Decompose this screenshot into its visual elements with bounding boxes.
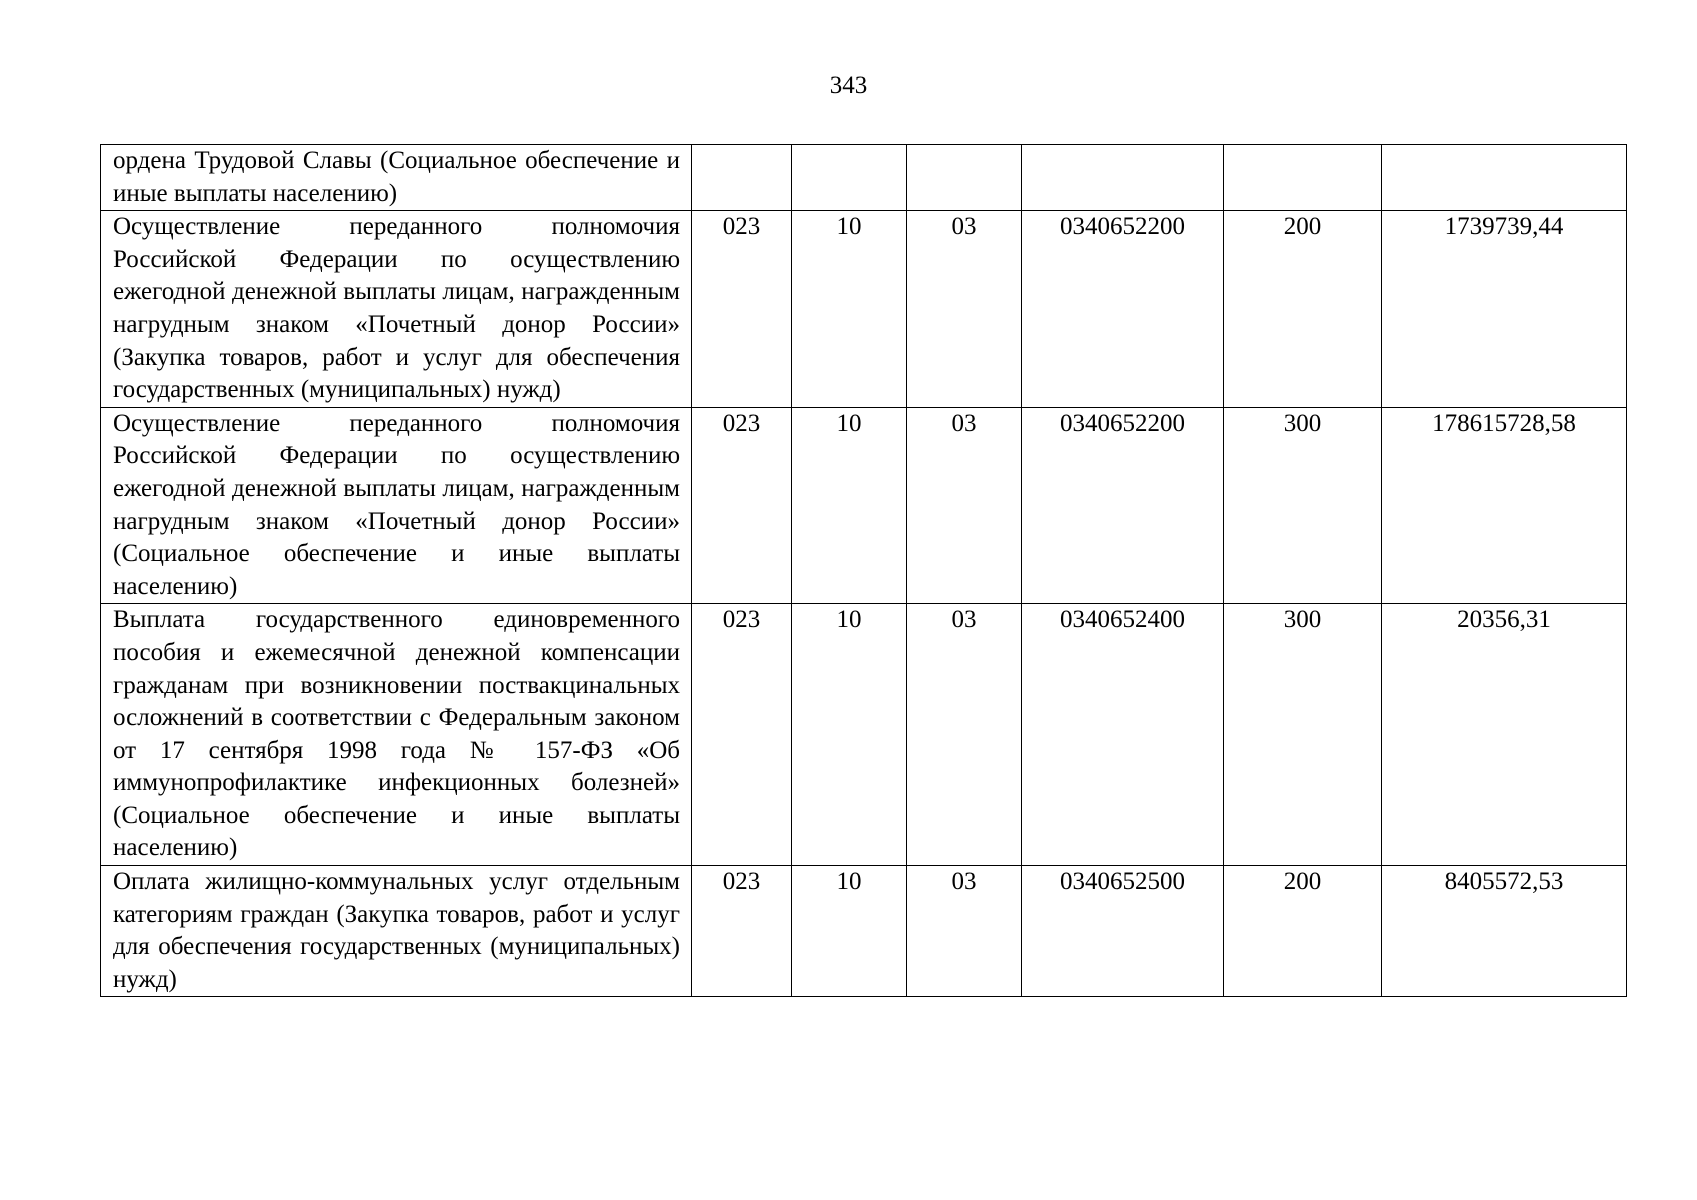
row-description: Оплата жилищно-коммунальных услуг отдельным категориям граждан (Закупка товаров, работ и услуг для обеспечения государственных (муниципальных) нужд) [101, 866, 692, 997]
section-code-cell: 10 [792, 604, 907, 866]
subsection-code-cell [907, 145, 1022, 211]
table-row [101, 407, 1627, 604]
row-description: Осуществление переданного полномочия Российской Федерации по осуществлению ежегодной денежной выплаты лицам, награжденным нагрудным знаком «Почетный донор России» (Социальное обеспечение и иные выплаты населению) [101, 407, 692, 604]
subsection-code-cell: 03 [907, 211, 1022, 408]
ministry-code-cell: 023 [692, 866, 792, 997]
amount-cell: 1739739,44 [1382, 211, 1627, 408]
section-code-cell [792, 145, 907, 211]
row-description: Выплата государственного единовременного пособия и ежемесячной денежной компенсации гражданам при возникновении поствакцинальных осложнений в соответствии с Федеральным законом от 17 сентября 1998 года № 157-ФЗ «Об иммунопрофилактике инфекционных болезней» (Социальное обеспечение и иные выплаты населению) [101, 604, 692, 866]
subsection-code-cell: 03 [907, 407, 1022, 604]
ministry-code-cell: 023 [692, 407, 792, 604]
expense-type-cell [1224, 145, 1382, 211]
target-article-cell: 0340652400 [1022, 604, 1224, 866]
amount-cell: 178615728,58 [1382, 407, 1627, 604]
target-article-cell: 0340652200 [1022, 211, 1224, 408]
target-article-cell [1022, 145, 1224, 211]
subsection-code-cell: 03 [907, 866, 1022, 997]
expense-type-cell: 200 [1224, 211, 1382, 408]
table-row [101, 211, 1627, 408]
table-row [101, 866, 1627, 997]
section-code-cell: 10 [792, 407, 907, 604]
ministry-code-cell [692, 145, 792, 211]
subsection-code-cell: 03 [907, 604, 1022, 866]
row-description: Осуществление переданного полномочия Российской Федерации по осуществлению ежегодной денежной выплаты лицам, награжденным нагрудным знаком «Почетный донор России» (Закупка товаров, работ и услуг для обеспечения государственных (муниципальных) нужд) [101, 211, 692, 408]
row-description: ордена Трудовой Славы (Социальное обеспечение и иные выплаты населению) [101, 145, 692, 211]
amount-cell [1382, 145, 1627, 211]
ministry-code-cell: 023 [692, 211, 792, 408]
target-article-cell: 0340652200 [1022, 407, 1224, 604]
ministry-code-cell: 023 [692, 604, 792, 866]
expense-type-cell: 300 [1224, 407, 1382, 604]
budget-table [100, 144, 1627, 997]
section-code-cell: 10 [792, 866, 907, 997]
page-number: 343 [829, 72, 868, 99]
expense-type-cell: 300 [1224, 604, 1382, 866]
section-code-cell: 10 [792, 211, 907, 408]
amount-cell: 8405572,53 [1382, 866, 1627, 997]
table-row [101, 145, 1627, 211]
expense-type-cell: 200 [1224, 866, 1382, 997]
target-article-cell: 0340652500 [1022, 866, 1224, 997]
amount-cell: 20356,31 [1382, 604, 1627, 866]
table-row [101, 604, 1627, 866]
